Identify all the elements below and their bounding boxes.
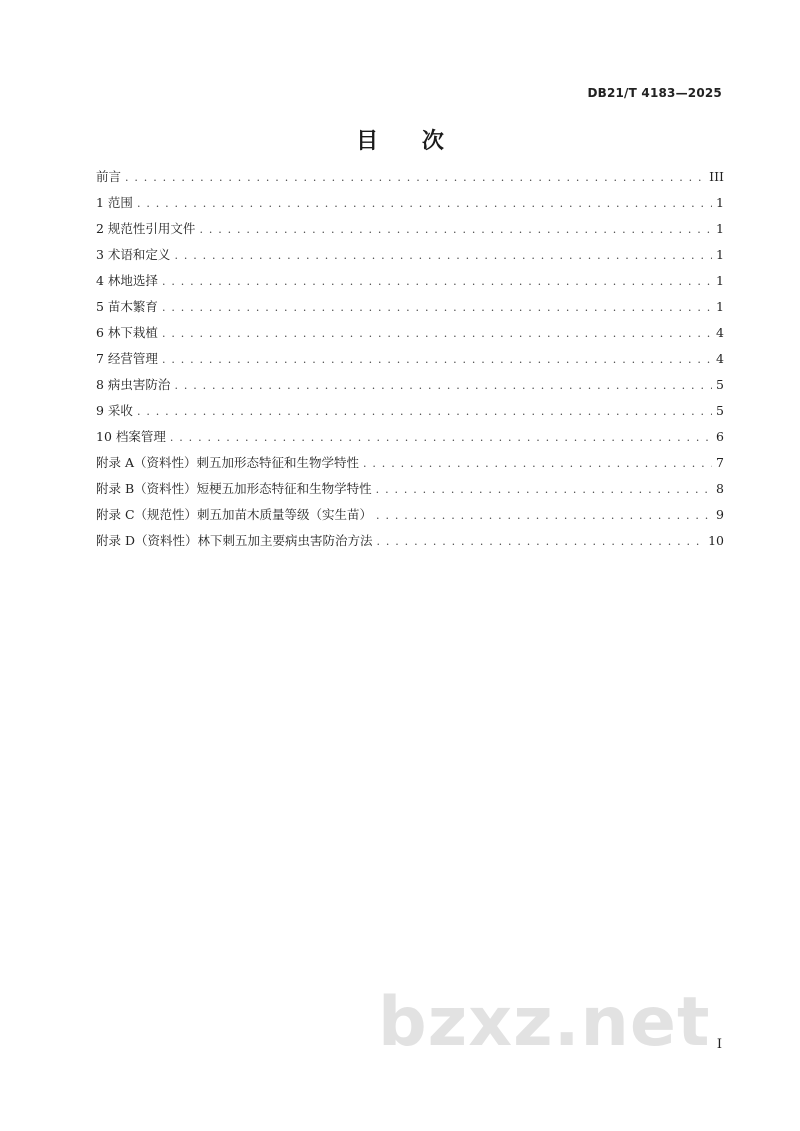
toc-entry-page: 5 <box>716 403 724 418</box>
toc-entry-appendix-c[interactable] <box>96 502 724 528</box>
toc-entry-appendix-a[interactable] <box>96 450 724 476</box>
toc-entry-appendix-b[interactable] <box>96 476 724 502</box>
toc-entry-records[interactable] <box>96 424 724 450</box>
toc-entry-page: 6 <box>716 429 724 444</box>
toc-entry-page: 1 <box>716 247 724 262</box>
toc-dot-leader <box>174 243 712 269</box>
toc-entry-scope[interactable] <box>96 190 724 216</box>
toc-entry-management[interactable] <box>96 346 724 372</box>
toc-dot-leader <box>376 503 712 529</box>
toc-entry-page: 1 <box>716 195 724 210</box>
toc-entry-label: 5 苗木繁育 <box>96 299 158 314</box>
toc-entry-page: 1 <box>716 221 724 236</box>
toc-title: 目 次 <box>356 129 462 154</box>
standard-code: DB21/T 4183—2025 <box>587 86 722 100</box>
toc-entry-label: 10 档案管理 <box>96 429 166 444</box>
toc-entry-understory-planting[interactable] <box>96 320 724 346</box>
toc-dot-leader <box>376 477 712 503</box>
toc-dot-leader <box>162 347 712 373</box>
toc-entry-label: 1 范围 <box>96 195 133 210</box>
toc-entry-label: 前言 <box>96 169 122 184</box>
toc-entry-page: 4 <box>716 325 724 340</box>
toc-entry-label: 附录 C（规范性）刺五加苗木质量等级（实生苗） <box>96 507 373 522</box>
toc-entry-label: 6 林下栽植 <box>96 325 158 340</box>
toc-dot-leader <box>363 451 712 477</box>
toc-entry-label: 9 采收 <box>96 403 133 418</box>
toc-entry-page: 8 <box>716 481 724 496</box>
toc-entry-terms-definitions[interactable] <box>96 242 724 268</box>
toc-entry-page: 7 <box>716 455 724 470</box>
toc-dot-leader <box>170 425 712 451</box>
toc-entry-page: 1 <box>716 273 724 288</box>
toc-entry-page: III <box>709 169 724 184</box>
site-watermark: bzxz.net <box>378 983 711 1062</box>
toc-entry-normative-references[interactable] <box>96 216 724 242</box>
toc-dot-leader <box>199 217 712 243</box>
toc-dot-leader <box>162 321 712 347</box>
toc-entry-page: 1 <box>716 299 724 314</box>
toc-entry-appendix-d[interactable] <box>96 528 724 554</box>
toc-dot-leader <box>137 399 712 425</box>
toc-dot-leader <box>162 269 712 295</box>
toc-entry-label: 4 林地选择 <box>96 273 158 288</box>
toc-entry-label: 附录 D（资料性）林下刺五加主要病虫害防治方法 <box>96 533 373 548</box>
page-number: I <box>716 1037 722 1052</box>
toc-entry-page: 5 <box>716 377 724 392</box>
toc-entry-foreword[interactable] <box>96 164 724 190</box>
toc-entry-label: 8 病虫害防治 <box>96 377 171 392</box>
toc-entry-pest-control[interactable] <box>96 372 724 398</box>
toc-dot-leader <box>125 165 705 191</box>
toc-entry-forest-land-selection[interactable] <box>96 268 724 294</box>
toc-entry-label: 2 规范性引用文件 <box>96 221 196 236</box>
toc-entry-label: 7 经营管理 <box>96 351 158 366</box>
toc-entry-page: 10 <box>708 533 724 548</box>
toc-entry-label: 附录 B（资料性）短梗五加形态特征和生物学特性 <box>96 481 372 496</box>
toc-entry-harvest[interactable] <box>96 398 724 424</box>
toc-entry-page: 4 <box>716 351 724 366</box>
toc-dot-leader <box>162 295 712 321</box>
toc-entry-seedling-breeding[interactable] <box>96 294 724 320</box>
toc-dot-leader <box>174 373 712 399</box>
toc-entry-label: 3 术语和定义 <box>96 247 171 262</box>
toc-dot-leader <box>377 529 705 555</box>
toc-dot-leader <box>137 191 712 217</box>
table-of-contents <box>96 164 724 554</box>
toc-entry-label: 附录 A（资料性）刺五加形态特征和生物学特性 <box>96 455 360 470</box>
toc-entry-page: 9 <box>716 507 724 522</box>
